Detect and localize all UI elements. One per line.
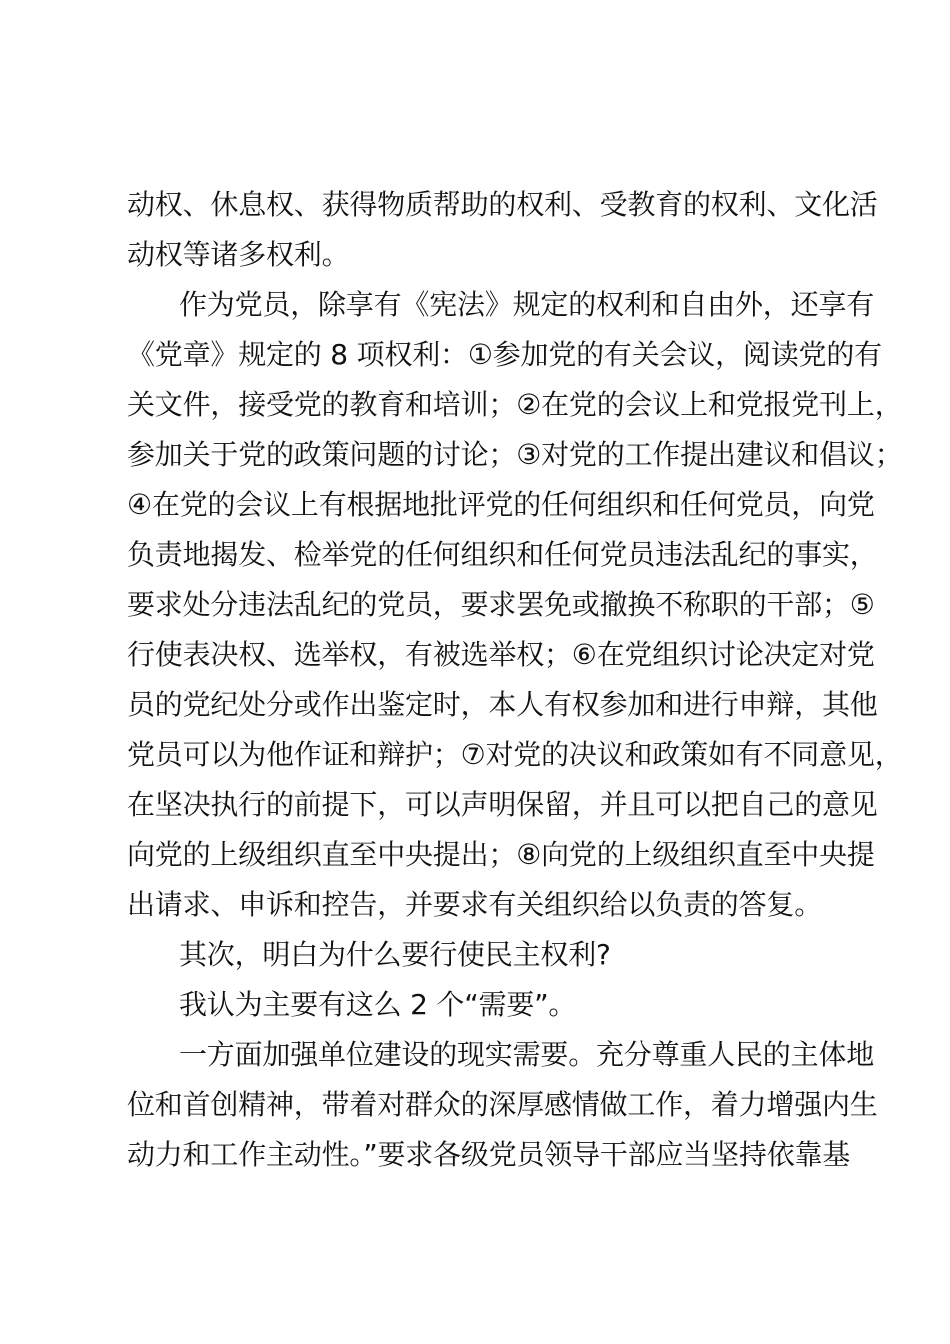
paragraph-start-line: 一方面加强单位建设的现实需要。充分尊重人民的主体地: [179, 1038, 875, 1071]
text-line: ④在党的会议上有根据地批评党的任何组织和任何党员，向党: [127, 488, 875, 521]
text-line: 出请求、申诉和控告，并要求有关组织给以负责的答复。: [127, 888, 823, 921]
text-line: 行使表决权、选举权，有被选举权；⑥在党组织讨论决定对党: [127, 638, 875, 671]
text-line: 关文件，接受党的教育和培训；②在党的会议上和党报党刊上，: [127, 388, 903, 421]
text-line: 动力和工作主动性。”要求各级党员领导干部应当坚持依靠基: [127, 1138, 851, 1171]
text-line: 负责地揭发、检举党的任何组织和任何党员违法乱纪的事实，: [127, 538, 878, 571]
text-line: 位和首创精神，带着对群众的深厚感情做工作，着力增强内生: [127, 1088, 878, 1121]
text-line: 党员可以为他作证和辩护；⑦对党的决议和政策如有不同意见，: [127, 738, 903, 771]
text-line: 动权、休息权、获得物质帮助的权利、受教育的权利、文化活: [127, 188, 878, 221]
text-line: 在坚决执行的前提下，可以声明保留，并且可以把自己的意见: [127, 788, 878, 821]
text-line: 员的党纪处分或作出鉴定时，本人有权参加和进行申辩，其他: [127, 688, 878, 721]
document-body: [127, 180, 903, 1180]
paragraph-start-line: 作为党员，除享有《宪法》规定的权利和自由外，还享有: [179, 288, 875, 321]
paragraph-start-line: 其次，明白为什么要行使民主权利?: [179, 938, 611, 971]
text-line: 向党的上级组织直至中央提出；⑧向党的上级组织直至中央提: [127, 838, 875, 871]
text-line: 要求处分违法乱纪的党员，要求罢免或撤换不称职的干部；⑤: [127, 588, 875, 621]
text-line: 参加关于党的政策问题的讨论；③对党的工作提出建议和倡议；: [127, 438, 903, 471]
text-line: 《党章》规定的 8 项权利：①参加党的有关会议，阅读党的有: [127, 338, 882, 371]
text-line: 动权等诸多权利。: [127, 238, 350, 271]
paragraph-start-line: 我认为主要有这么 2 个“需要”。: [179, 988, 577, 1021]
